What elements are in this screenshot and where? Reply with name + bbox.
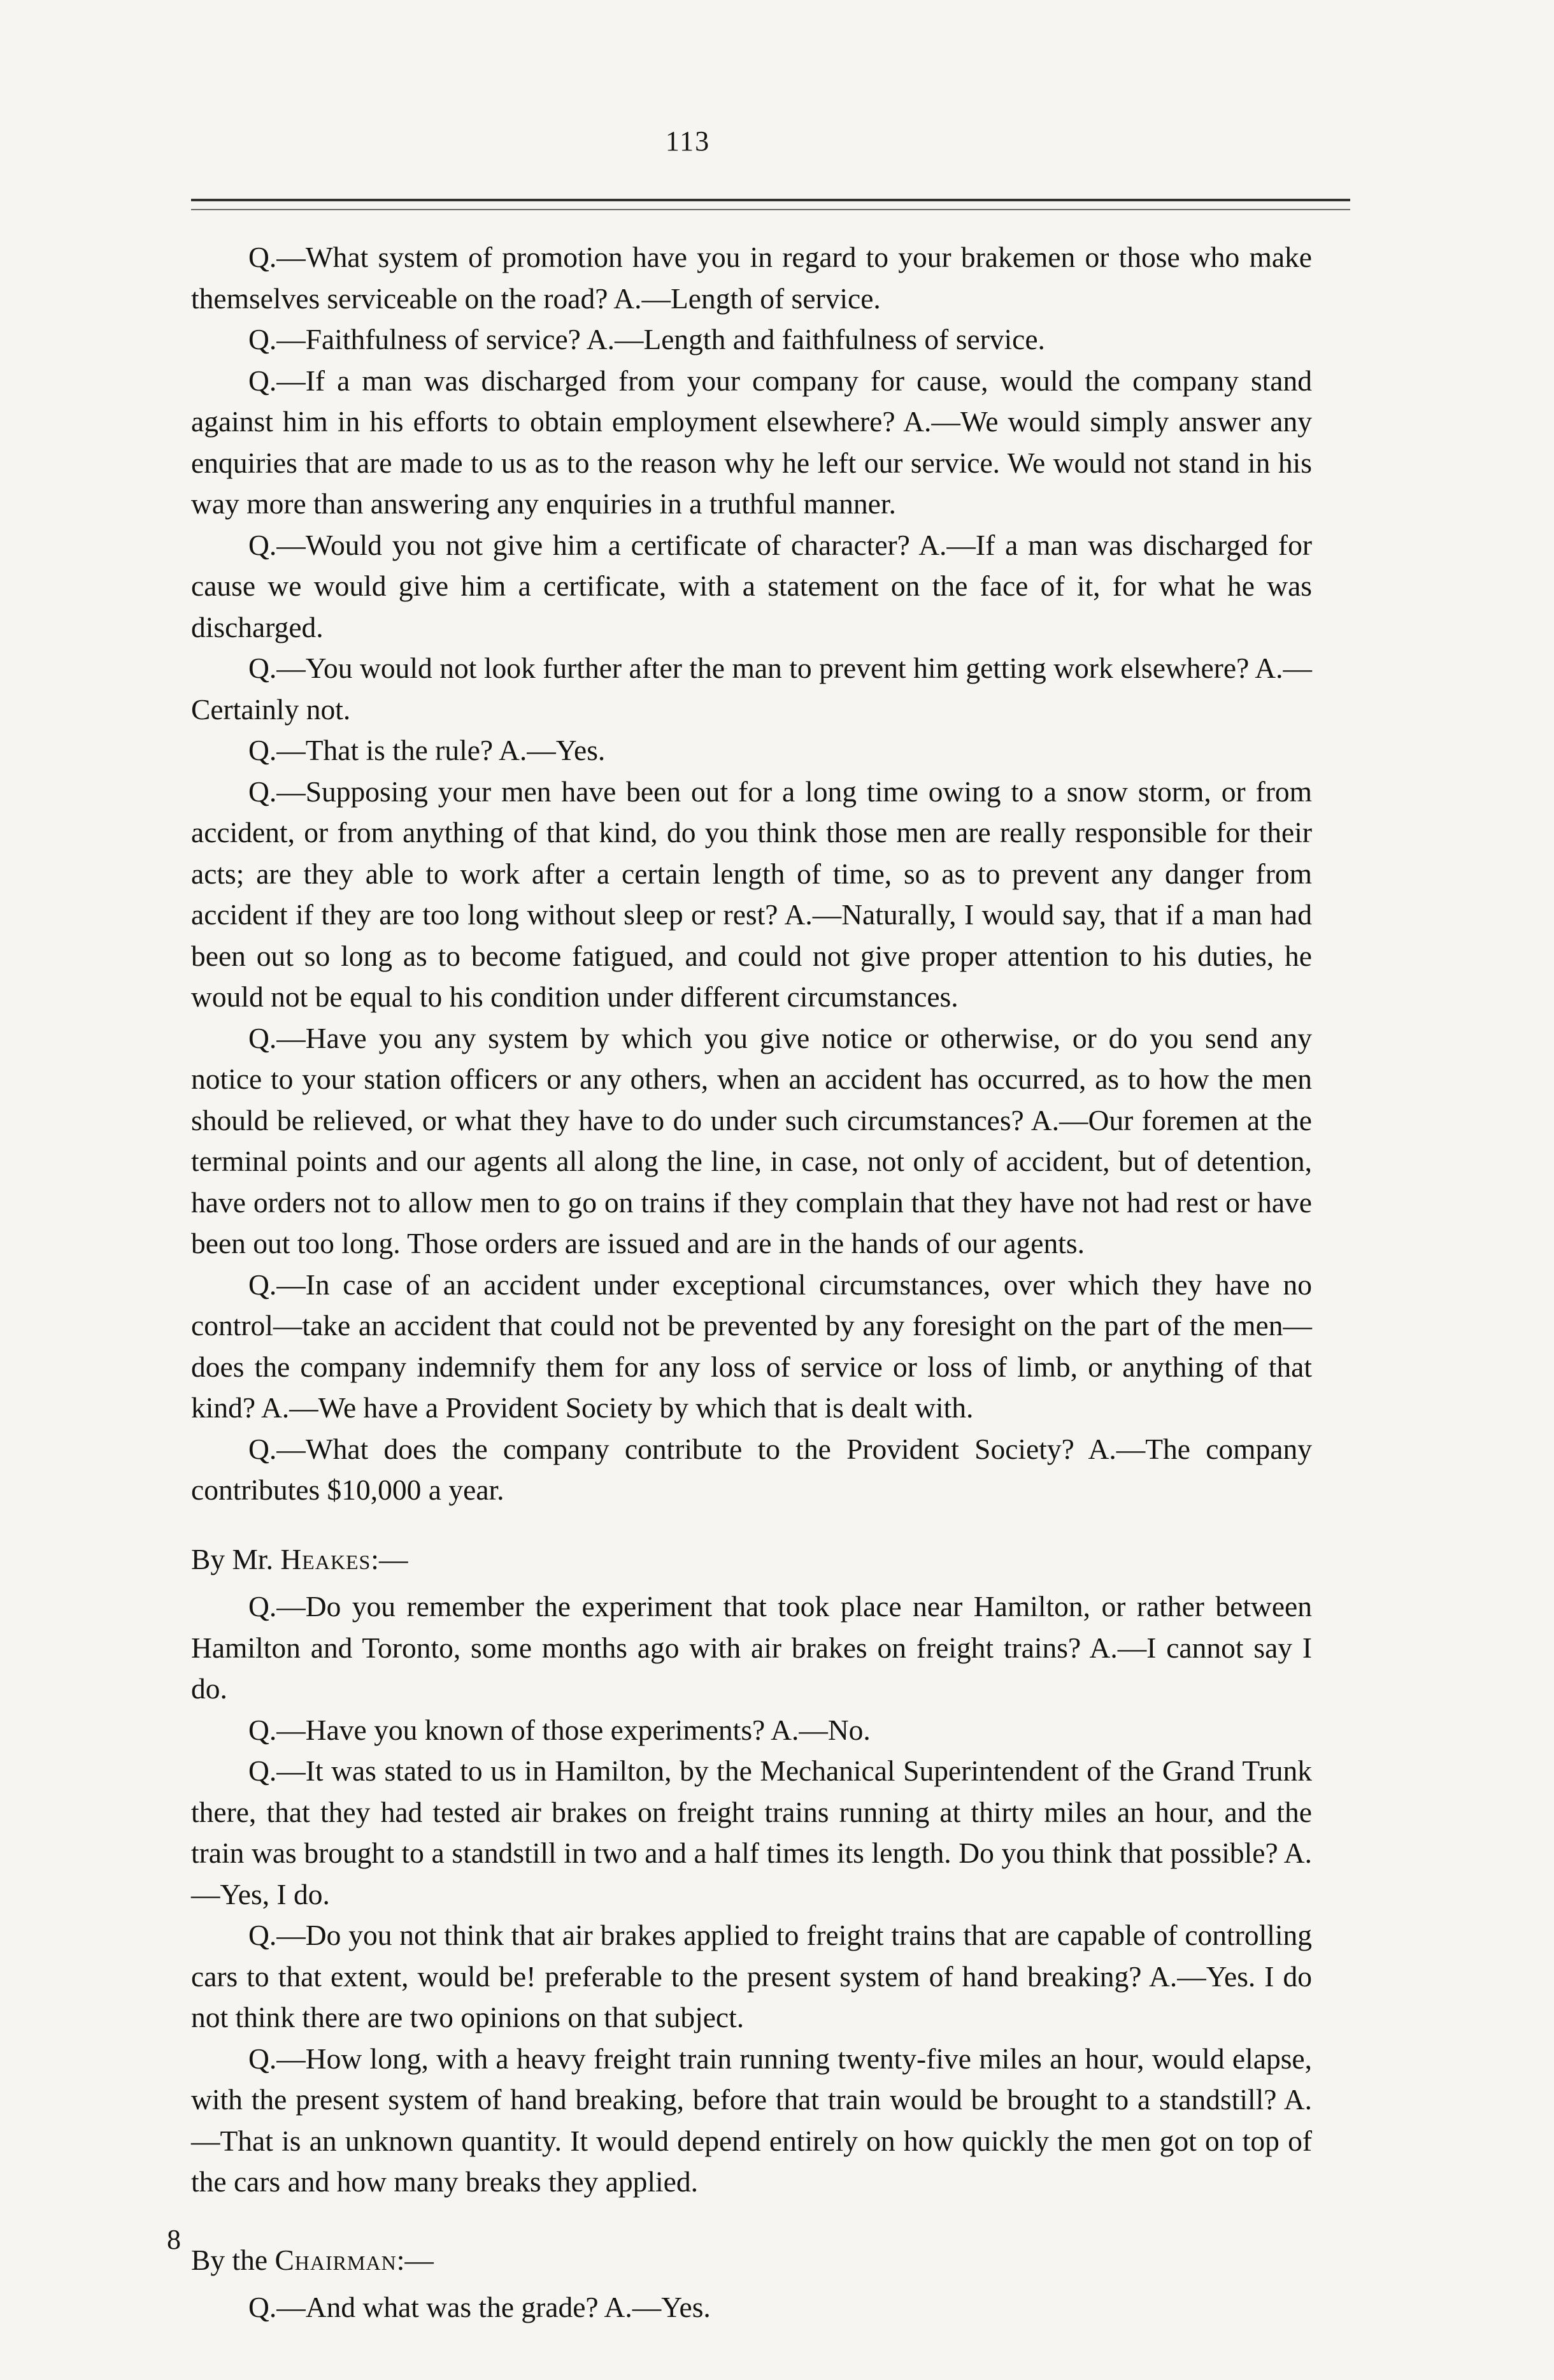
qa-paragraph: Q.—Do you not think that air brakes applied to freight trains that are capable of controlling cars to that extent, would be! preferable to the present system of hand breaking? A.—Yes. I do not think there are two opinions on that subject. [191, 1919, 1312, 2033]
speaker-prefix: By the [191, 2243, 275, 2276]
qa-paragraph: Q.—What system of promotion have you in regard to your brakemen or those who make themselves serviceable on the road? A.—Length of service. [191, 241, 1312, 315]
speaker-heading [191, 2240, 1312, 2281]
qa-paragraph: Q.—That is the rule? A.—Yes. [248, 734, 606, 766]
page-number: 113 [665, 125, 711, 157]
qa-paragraph: Q.—And what was the grade? A.—Yes. [248, 2291, 711, 2323]
qa-paragraph: Q.—Supposing your men have been out for a long time owing to a snow storm, or from accident, or from anything of that kind, do you think those men are really responsible for their acts; are they able to work after a certain length of time, so as to prevent any danger from accident if they are too long without sleep or rest? A.—Naturally, I would say, that if a man had been out so long as to become fatigued, and could not give proper attention to his duties, he would not be equal to his condition under different circumstances. [191, 775, 1312, 1013]
qa-paragraph: Q.—Have you known of those experiments? A.—No. [248, 1713, 871, 1746]
qa-paragraph: Q.—You would not look further after the man to prevent him getting work elsewhere? A.—Certainly not. [191, 652, 1312, 726]
speaker-suffix: :— [371, 1542, 408, 1575]
speaker-name: Heakes [280, 1542, 371, 1575]
qa-paragraph: Q.—It was stated to us in Hamilton, by the Mechanical Superintendent of the Grand Trunk there, that they had tested air brakes on freight trains running at thirty miles an hour, and the train was brought to a standstill in two and a half times its length. Do you think that possible? A.—Yes, I do. [191, 1754, 1312, 1910]
qa-paragraph: Q.—In case of an accident under exceptional circumstances, over which they have no control—take an accident that could not be prevented by any foresight on the part of the men—does the company indemnify them for any loss of service or loss of limb, or anything of that kind? A.—We have a Provident Society by which that is dealt with. [191, 1268, 1312, 1424]
qa-paragraph: Q.—Would you not give him a certificate of character? A.—If a man was discharged for cause we would give him a certificate, with a statement on the face of it, for what he was discharged. [191, 528, 1312, 643]
speaker-name: Chairman [274, 2243, 397, 2276]
qa-paragraph: Q.—Have you any system by which you give notice or otherwise, or do you send any notice to your station officers or any others, when an accident has occurred, as to how the men should be relieved, or what they have to do under such circumstances? A.—Our foremen at the terminal points and our agents all along the line, in case, not only of accident, but of detention, have orders not to allow men to go on trains if they complain that they have not had rest or have been out too long. Those orders are issued and are in the hands of our agents. [191, 1021, 1312, 1259]
speaker-suffix: :— [396, 2243, 434, 2276]
speaker-heading [191, 1539, 1312, 1581]
header-rule-secondary [191, 209, 1350, 210]
qa-paragraph: Q.—How long, with a heavy freight train running twenty-five miles an hour, would elapse, with the present system of hand breaking, before that train would be brought to a standstill? A.—That is an unknown quantity. It would depend entirely on how quickly the men got on top of the cars and how many breaks they applied. [191, 2042, 1312, 2198]
qa-paragraph: Q.—Do you remember the experiment that took place near Hamilton, or rather between Hamilton and Toronto, some months ago with air brakes on freight trains? A.—I cannot say I do. [191, 1590, 1312, 1705]
qa-paragraph: Q.—What does the company contribute to the Provident Society? A.—The company contributes $10,000 a year. [191, 1432, 1312, 1506]
header-rule [191, 199, 1350, 201]
signature-mark: 8 [167, 2224, 181, 2255]
qa-paragraph: Q.—If a man was discharged from your company for cause, would the company stand against him in his efforts to obtain employment elsewhere? A.—We would simply answer any enquiries that are made to us as to the reason why he left our service. We would not stand in his way more than answering any enquiries in a truthful manner. [191, 364, 1312, 520]
testimony-body [191, 237, 1312, 2328]
speaker-prefix: By Mr. [191, 1542, 281, 1575]
qa-paragraph: Q.—Faithfulness of service? A.—Length and faithfulness of service. [248, 323, 1045, 355]
